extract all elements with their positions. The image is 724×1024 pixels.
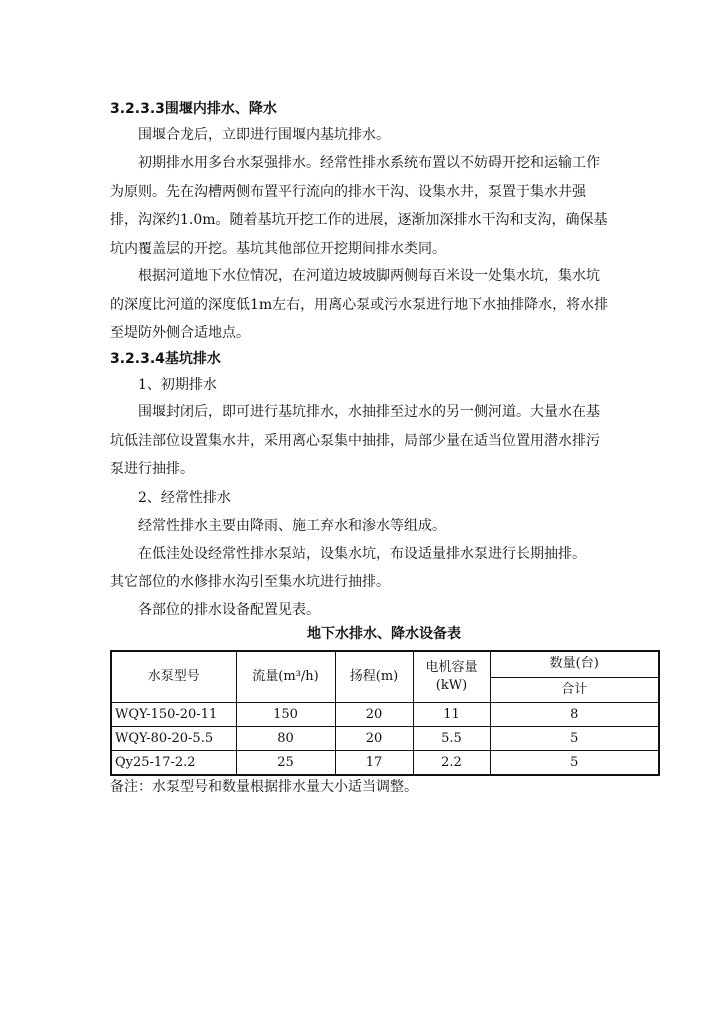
regular-drainage-line-3: 其它部位的水修排水沟引至集水坑进行抽排。 bbox=[110, 574, 390, 590]
paragraph-initial-drainage: 围堰封闭后，即可进行基坑排水，水抽排至过水的另一侧河道。大量水在基坑低洼部位设置集水井，采用离心泵集中抽排，局部少量在适当位置用潜水排污泵进行抽排。 bbox=[110, 404, 600, 477]
cell-flow: 25 bbox=[236, 751, 335, 776]
section-heading-3-2-3-4: 3.2.3.4基坑排水 bbox=[110, 351, 221, 367]
cell-head: 20 bbox=[335, 703, 413, 727]
cell-total: 5 bbox=[490, 727, 659, 751]
table-row bbox=[111, 727, 659, 751]
subheading-regular-drainage: 2、经常性排水 bbox=[138, 490, 231, 506]
equipment-table bbox=[110, 650, 660, 776]
header-motor-capacity: 电机容量(kW) bbox=[413, 651, 490, 703]
cell-motor: 11 bbox=[413, 703, 490, 727]
cell-flow: 150 bbox=[236, 703, 335, 727]
cell-flow: 80 bbox=[236, 727, 335, 751]
cell-head: 17 bbox=[335, 751, 413, 776]
header-total: 合计 bbox=[490, 677, 659, 703]
cell-model: WQY-150-20-11 bbox=[111, 703, 236, 727]
table-row bbox=[111, 703, 659, 727]
header-flow: 流量(m³/h) bbox=[236, 651, 335, 703]
cell-model: Qy25-17-2.2 bbox=[111, 751, 236, 776]
table-row bbox=[111, 751, 659, 776]
cell-head: 20 bbox=[335, 727, 413, 751]
cell-total: 5 bbox=[490, 751, 659, 776]
paragraph-1: 围堰合龙后，立即进行围堰内基坑排水。 bbox=[138, 127, 390, 143]
header-pump-model: 水泵型号 bbox=[111, 651, 236, 703]
paragraph-3: 根据河道地下水位情况，在河道边坡坡脚两侧每百米设一处集水坑，集水坑的深度比河道的深度低1m左右，用离心泵或污水泵进行地下水抽排降水，将水排至堤防外侧合适地点。 bbox=[110, 268, 609, 341]
header-head: 扬程(m) bbox=[335, 651, 413, 703]
subheading-initial-drainage: 1、初期排水 bbox=[138, 377, 217, 393]
table-note: 备注：水泵型号和数量根据排水量大小适当调整。 bbox=[110, 779, 418, 795]
cell-total: 8 bbox=[490, 703, 659, 727]
cell-model: WQY-80-20-5.5 bbox=[111, 727, 236, 751]
cell-motor: 2.2 bbox=[413, 751, 490, 776]
regular-drainage-line-2: 在低洼处设经常性排水泵站，设集水坑，布设适量排水泵进行长期抽排。 bbox=[138, 546, 586, 562]
table-title: 地下水排水、降水设备表 bbox=[307, 626, 461, 642]
regular-drainage-line-4: 各部位的排水设备配置见表。 bbox=[138, 602, 320, 618]
cell-motor: 5.5 bbox=[413, 727, 490, 751]
section-heading-3-2-3-3: 3.2.3.3围堰内排水、降水 bbox=[110, 101, 277, 117]
regular-drainage-line-1: 经常性排水主要由降雨、施工弃水和渗水等组成。 bbox=[138, 518, 446, 534]
header-quantity: 数量(台) bbox=[490, 651, 659, 677]
paragraph-2: 初期排水用多台水泵强排水。经常性排水系统布置以不妨碍开挖和运输工作为原则。先在沟槽两侧布置平行流向的排水干沟、设集水井，泵置于集水井强排，沟深约1.0m。随着基坑开挖工作的进展，逐渐加深排水干沟和支沟，确保基坑内覆盖层的开挖。基坑其他部位开挖期间排水类同。 bbox=[110, 155, 608, 257]
